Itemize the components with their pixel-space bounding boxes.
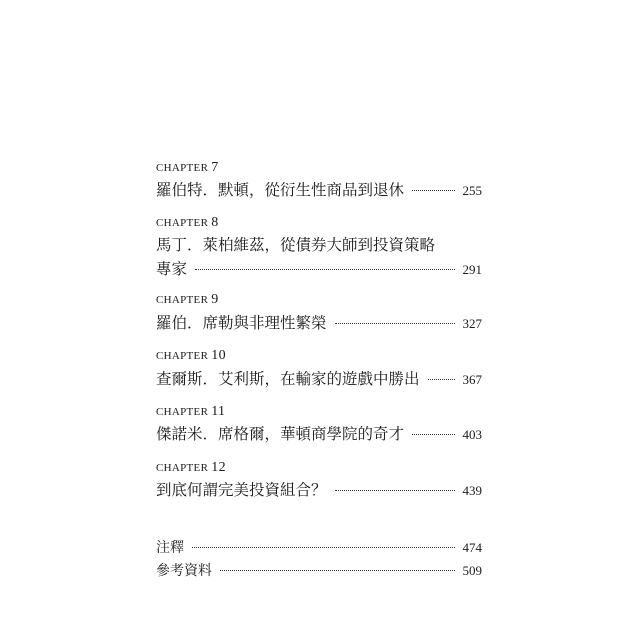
chapter-title: 羅伯特．默頓，從衍生性商品到退休 — [156, 181, 405, 199]
page-number: 403 — [462, 427, 482, 442]
chapter-label: CHAPTER 11 — [156, 404, 226, 419]
chapter-title: 查爾斯．艾利斯，在輸家的遊戲中勝出 — [156, 370, 420, 388]
page-number: 291 — [462, 262, 482, 277]
toc-entry[interactable] — [156, 367, 482, 389]
page-number: 327 — [462, 316, 482, 331]
chapter-label: CHAPTER 8 — [156, 215, 219, 230]
dot-leader — [220, 570, 455, 571]
chapter-label: CHAPTER 7 — [156, 160, 219, 175]
toc-entry[interactable] — [156, 257, 482, 279]
references-title: 參考資料 — [156, 563, 212, 579]
chapter-label: CHAPTER 12 — [156, 460, 226, 475]
page-number: 474 — [462, 540, 482, 555]
page-number: 509 — [462, 563, 482, 578]
chapter-title: 傑諾米．席格爾，華頓商學院的奇才 — [156, 425, 405, 443]
dot-leader — [192, 547, 455, 548]
chapter-label: CHAPTER 10 — [156, 348, 226, 363]
toc-entry[interactable] — [156, 478, 482, 500]
chapter-title[interactable]: 馬丁．萊柏維茲，從債券大師到投資策略 — [156, 236, 436, 254]
toc-entry[interactable] — [156, 422, 482, 444]
toc-entry[interactable] — [156, 311, 482, 333]
notes-title: 注釋 — [156, 540, 184, 556]
dot-leader — [412, 190, 454, 191]
dot-leader — [428, 379, 455, 380]
page-number: 255 — [462, 183, 482, 198]
toc-entry-notes[interactable] — [156, 537, 482, 557]
chapter-label: CHAPTER 9 — [156, 292, 219, 307]
dot-leader — [335, 490, 455, 491]
page-number: 367 — [462, 372, 482, 387]
chapter-title: 羅伯．席勒與非理性繁榮 — [156, 314, 327, 332]
toc-entry-references[interactable] — [156, 560, 482, 580]
dot-leader — [412, 434, 454, 435]
toc-entry[interactable] — [156, 178, 482, 200]
dot-leader — [195, 269, 454, 270]
chapter-title-continued: 專家 — [156, 260, 188, 278]
page-number: 439 — [462, 483, 482, 498]
chapter-title: 到底何謂完美投資組合？ — [156, 481, 327, 499]
dot-leader — [335, 323, 455, 324]
